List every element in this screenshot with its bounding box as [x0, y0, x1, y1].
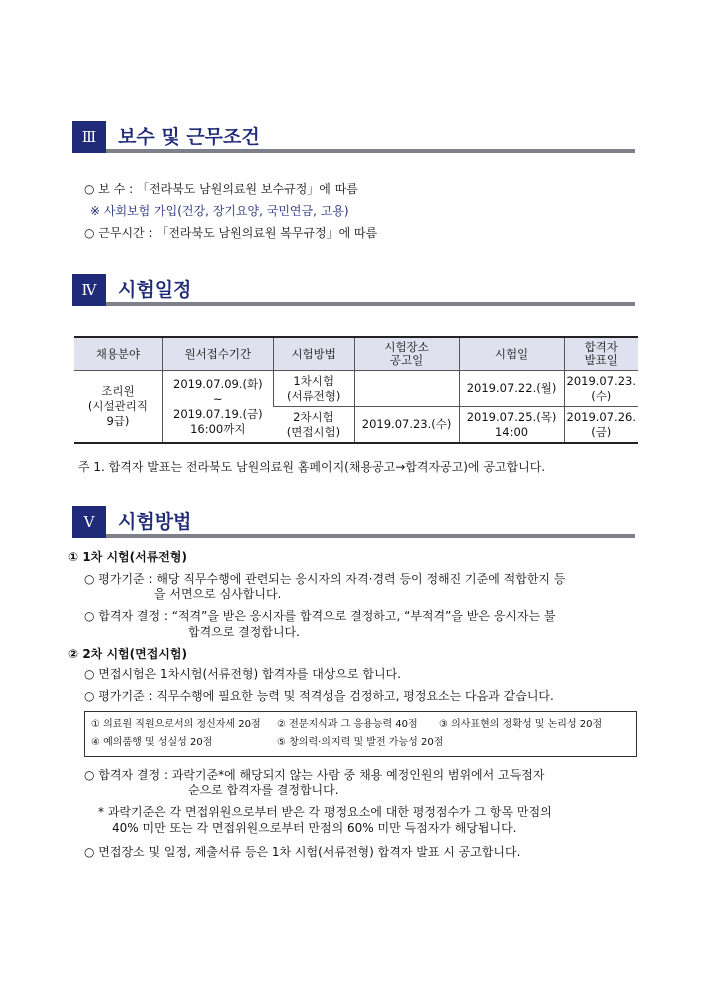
- section-title: 보수 및 근무조건: [118, 126, 260, 148]
- pay-line: ○ 보 수 : 「전라북도 남원의료원 보수규정」에 따름: [84, 182, 358, 196]
- stage1-criteria-cont: 을 서면으로 심사합니다.: [154, 587, 282, 601]
- stage2-criteria: ○ 평가기준 : 직무수행에 필요한 능력 및 적격성을 검정하고, 평정요소는 다음과 같습니다.: [84, 689, 554, 703]
- section-title: 시험일정: [118, 279, 192, 301]
- cutoff-note: * 과락기준은 각 면접위원으로부터 받은 각 평정요소에 대한 평정점수가 그 항목 만점의: [98, 805, 552, 819]
- exam-date-cell: 2019.07.22.(월): [459, 371, 564, 407]
- method-cell: 1차시험 (서류전형): [273, 371, 354, 407]
- table-header: 원서접수기간: [162, 337, 273, 371]
- section-rule: [106, 534, 635, 538]
- stage1-criteria: ○ 평가기준 : 해당 직무수행에 관련되는 응시자의 자격·경력 등이 정해진 기준에 적합한지 등: [84, 572, 566, 586]
- stage1-heading: ① 1차 시험(서류전형): [68, 550, 187, 564]
- exam-date-cell: 2019.07.25.(목) 14:00: [459, 407, 564, 444]
- period-tilde: ~: [212, 391, 223, 406]
- table-header-row: [74, 337, 638, 371]
- place-cell: [354, 371, 459, 407]
- cutoff-note-cont: 40% 미만 또는 각 면접위원으로부터 만점의 60% 미만 득점자가 해당됩니다.: [112, 821, 517, 835]
- method-cell: 2차시험 (면접시험): [273, 407, 354, 444]
- stage1-decision: ○ 합격자 결정 : “적격”을 받은 응시자를 합격으로 결정하고, “부적격”을 받은 응시자는 불: [84, 609, 556, 623]
- criterion-item: ① 의료원 직원으로서의 정신자세 20점: [91, 719, 261, 730]
- section-number: Ⅴ: [72, 506, 106, 538]
- table-header: 시험장소 공고일: [354, 337, 459, 371]
- table-header: 합격자 발표일: [564, 337, 638, 371]
- work-hours-line: ○ 근무시간 : 「전라북도 남원의료원 복무규정」에 따름: [84, 226, 378, 240]
- criterion-item: ④ 예의품행 및 성실성 20점: [91, 737, 213, 748]
- section-5-header: [72, 506, 635, 538]
- section-title: 시험방법: [118, 511, 192, 533]
- table-header: 채용분야: [74, 337, 162, 371]
- schedule-table: [74, 336, 638, 444]
- section-3-header: [72, 121, 635, 153]
- criteria-box: [84, 711, 637, 757]
- stage2-heading: ② 2차 시험(면접시험): [68, 647, 187, 661]
- stage2-decision-cont: 순으로 합격자를 결정합니다.: [188, 783, 339, 797]
- result-date-cell: 2019.07.26.(금): [564, 407, 638, 444]
- interview-notice: ○ 면접장소 및 일정, 제출서류 등은 1차 시험(서류전형) 합격자 발표 시 공고합니다.: [84, 845, 521, 859]
- table-footnote: 주 1. 합격자 발표는 전라북도 남원의료원 홈페이지(채용공고→합격자공고)에 공고합니다.: [78, 460, 546, 474]
- period-end: 2019.07.19.(금) 16:00까지: [173, 406, 263, 436]
- criterion-item: ③ 의사표현의 정확성 및 논리성 20점: [439, 719, 603, 730]
- period-start: 2019.07.09.(화): [173, 376, 263, 391]
- criterion-item: ② 전문지식과 그 응용능력 40점: [277, 719, 418, 730]
- section-rule: [106, 149, 635, 153]
- section-rule: [106, 302, 635, 306]
- section-4-header: [72, 274, 635, 306]
- stage2-decision: ○ 합격자 결정 : 과락기준*에 해당되지 않는 사람 중 채용 예정인원의 범위에서 고득점자: [84, 768, 545, 782]
- table-header: 시험일: [459, 337, 564, 371]
- place-cell: 2019.07.23.(수): [354, 407, 459, 444]
- table-header: 시험방법: [273, 337, 354, 371]
- section-number: Ⅳ: [72, 274, 106, 306]
- field-cell: 조리원 (시설관리직 9급): [74, 371, 162, 444]
- insurance-note: ※ 사회보험 가입(건강, 장기요양, 국민연금, 고용): [90, 204, 349, 218]
- table-row: [74, 371, 638, 407]
- stage2-target: ○ 면접시험은 1차시험(서류전형) 합격자를 대상으로 합니다.: [84, 667, 401, 681]
- result-date-cell: 2019.07.23.(수): [564, 371, 638, 407]
- section-number: Ⅲ: [72, 121, 106, 153]
- criterion-item: ⑤ 창의력·의지력 및 발전 가능성 20점: [277, 737, 444, 748]
- period-cell: [162, 371, 273, 444]
- stage1-decision-cont: 합격으로 결정합니다.: [188, 625, 300, 639]
